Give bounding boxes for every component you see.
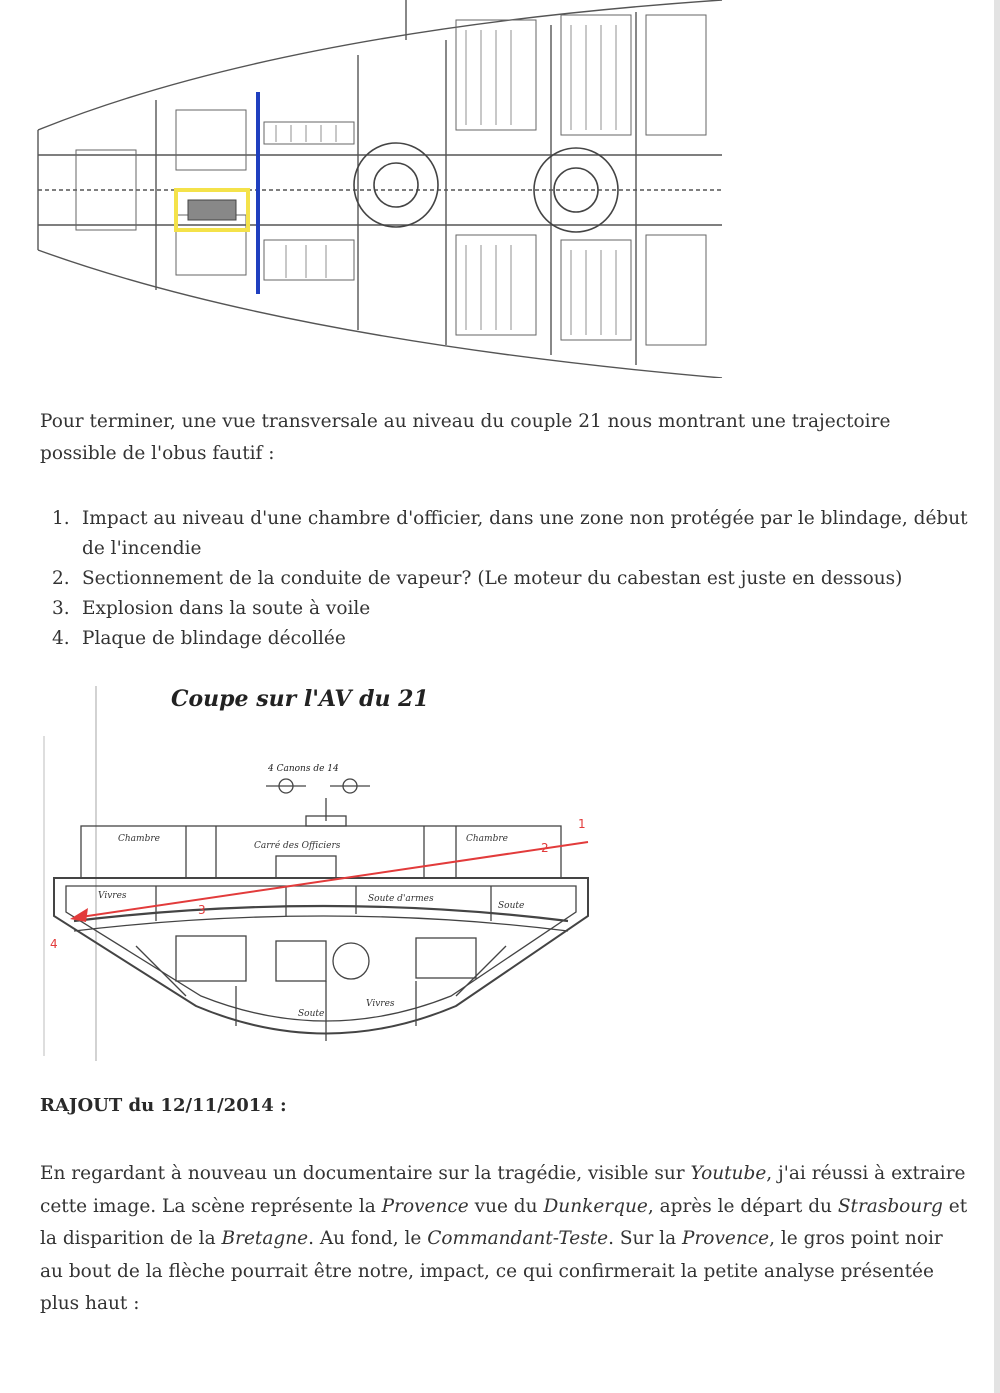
list-item-number: 1.	[52, 508, 70, 529]
label-lower-right: Soute d'armes	[368, 894, 434, 904]
text-run: vue du	[468, 1195, 544, 1217]
list-item-text: Sectionnement de la conduite de vapeur? (Le moteur du cabestan est juste en dessous)	[82, 568, 903, 589]
addendum-paragraph	[40, 1158, 970, 1321]
hull-outline-lower	[38, 250, 722, 378]
italic-provence: Provence	[381, 1195, 469, 1217]
label-room-left: Chambre	[118, 834, 160, 844]
text-run: et la disparition de la	[40, 1195, 968, 1249]
list-item-text: Impact au niveau d'une chambre d'officier, dans une zone non protégée par le blindage, début de l'incendie	[82, 508, 968, 559]
list-item-text: Explosion dans la soute à voile	[82, 598, 371, 619]
label-room-right: Chambre	[466, 834, 508, 844]
label-room-center: Carré des Officiers	[254, 841, 341, 851]
label-bottom: Soute	[298, 1009, 325, 1019]
list-item	[40, 564, 970, 594]
trajectory-steps-list	[40, 504, 970, 654]
text-run: . Sur la	[608, 1228, 683, 1249]
italic-youtube: Youtube	[690, 1163, 767, 1184]
italic-strasbourg: Strasbourg	[837, 1195, 943, 1217]
text-run: En regardant à nouveau un documentaire sur la tragédie, visible sur	[40, 1163, 691, 1184]
section-title: Coupe sur l'AV du 21	[171, 686, 429, 712]
trajectory-arrowhead	[70, 908, 88, 922]
marker-2: 2	[541, 841, 549, 855]
list-item	[40, 594, 970, 624]
list-item	[40, 624, 970, 654]
italic-commandant-teste: Commandant-Teste	[427, 1228, 609, 1249]
page-scroll-edge	[994, 0, 1000, 1393]
list-item-number: 4.	[52, 628, 70, 649]
marker-4: 4	[50, 937, 58, 951]
italic-provence: Provence	[682, 1228, 770, 1249]
label-bottom-right: Vivres	[366, 999, 395, 1009]
italic-dunkerque: Dunkerque	[543, 1195, 648, 1217]
marker-1: 1	[578, 817, 586, 831]
italic-bretagne: Bretagne	[221, 1228, 309, 1249]
hull-outline	[38, 0, 722, 130]
deck-plan-figure	[36, 0, 724, 378]
label-lower-far-right: Soute	[498, 901, 525, 911]
list-item-text: Plaque de blindage décollée	[82, 628, 346, 649]
addendum-heading: RAJOUT du 12/11/2014 :	[40, 1095, 287, 1116]
list-item-number: 3.	[52, 598, 70, 619]
list-item	[40, 504, 970, 564]
text-run: , j'ai réussi à extraire cette image. La scène représente la	[40, 1163, 966, 1217]
marker-3: 3	[198, 903, 206, 917]
text-run: , le gros point noir au bout de la flèche pourrait être notre, impact, ce qui confirmerait la petite analyse présentée plus haut :	[40, 1228, 943, 1314]
text-run: . Au fond, le	[308, 1228, 428, 1249]
section-top-note: 4 Canons de 14	[268, 764, 339, 774]
cross-section-figure	[36, 676, 606, 1066]
label-lower-left: Vivres	[98, 891, 127, 901]
text-run: , après le départ du	[647, 1195, 838, 1217]
list-item-number: 2.	[52, 568, 70, 589]
intro-paragraph: Pour terminer, une vue transversale au niveau du couple 21 nous montrant une trajectoire possible de l'obus fautif :	[40, 411, 891, 464]
